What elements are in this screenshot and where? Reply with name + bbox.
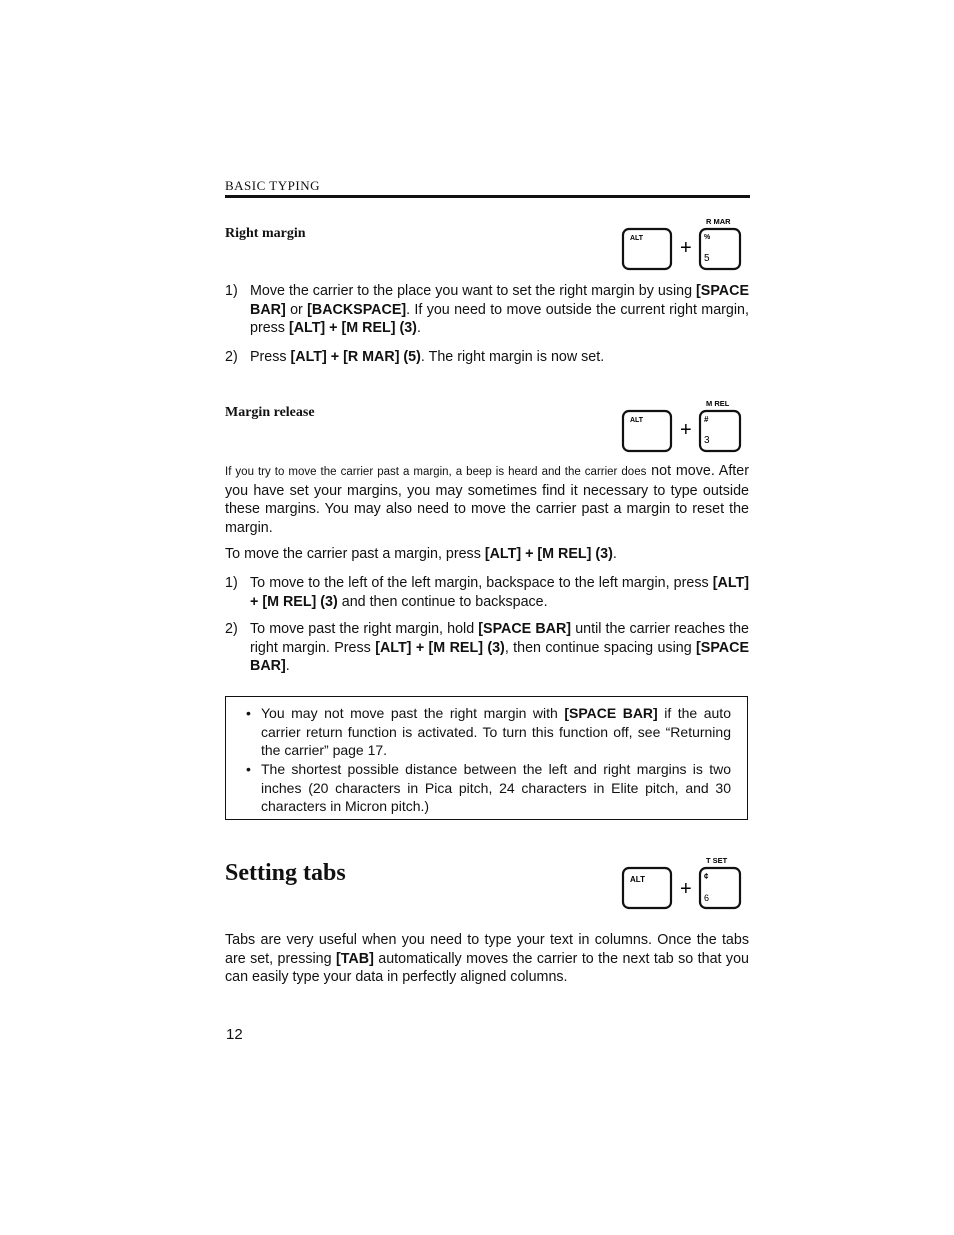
m-rel-key-bottom: 3 bbox=[704, 435, 710, 446]
right-margin-step-2 bbox=[225, 348, 749, 367]
key-ref: [TAB] bbox=[335, 950, 374, 967]
item-text: To move past the right margin, hold bbox=[250, 621, 479, 637]
alt-r-mar-key-diagram bbox=[620, 212, 750, 272]
step-number: 2) bbox=[225, 349, 238, 365]
key-ref: [BACKSPACE] bbox=[307, 301, 407, 318]
paragraph-text: . bbox=[612, 546, 617, 562]
alt-key-label: ALT bbox=[630, 235, 644, 242]
margin-release-paragraph-1 bbox=[225, 462, 749, 537]
t-set-key-top: ¢ bbox=[704, 872, 709, 881]
r-mar-key-caption: R MAR bbox=[706, 217, 731, 226]
paragraph-text: Tabs are very useful when you need to type your text in columns. Once the tabs are set, pressing bbox=[225, 932, 749, 967]
alt-m-rel-key-diagram bbox=[620, 396, 750, 456]
margin-release-item-2 bbox=[225, 620, 749, 676]
item-text: and then continue to backspace. bbox=[337, 593, 548, 610]
step-text: . The right margin is now set. bbox=[420, 349, 605, 365]
plus-sign: + bbox=[680, 237, 692, 259]
key-ref: [SPACE BAR] bbox=[250, 283, 749, 318]
key-ref: [ALT] + [M REL] (3) bbox=[288, 320, 417, 336]
step-text: Move the carrier to the place you want to set the right margin by using bbox=[250, 283, 697, 299]
paragraph-text: If you try to move the carrier past a margin, a beep is heard and the carrier does bbox=[225, 466, 647, 478]
note-text: if the auto carrier return function is activated. To turn this function off, see “Returning the carrier” page 17. bbox=[261, 705, 731, 758]
margin-release-paragraph-2 bbox=[225, 545, 749, 564]
bullet-mark: • bbox=[246, 761, 251, 777]
item-text: . bbox=[285, 658, 290, 674]
running-head: BASIC TYPING bbox=[225, 178, 320, 193]
t-set-key-caption: T SET bbox=[706, 856, 728, 865]
key-ref: [SPACE BAR] bbox=[478, 621, 572, 637]
alt-key-icon bbox=[623, 868, 671, 908]
r-mar-key-bottom: 5 bbox=[704, 253, 710, 264]
key-ref: [SPACE BAR] bbox=[250, 639, 749, 674]
setting-tabs-paragraph bbox=[225, 931, 749, 987]
setting-tabs-heading: Setting tabs bbox=[225, 860, 346, 886]
paragraph-text: automatically moves the carrier to the next tab so that you can easily type your data in perfectly aligned columns. bbox=[225, 950, 749, 985]
step-text: . bbox=[416, 320, 421, 336]
step-number: 1) bbox=[225, 283, 238, 299]
item-text: To move to the left of the left margin, backspace to the left margin, press bbox=[250, 575, 713, 591]
right-margin-heading: Right margin bbox=[225, 226, 306, 241]
margin-release-heading: Margin release bbox=[225, 405, 315, 420]
page-number: 12 bbox=[226, 1026, 243, 1043]
key-ref: [SPACE BAR] bbox=[564, 705, 658, 721]
item-text: until the carrier reaches the right margin. Press bbox=[250, 621, 749, 656]
key-ref: [ALT] + [M REL] (3) bbox=[484, 546, 613, 562]
alt-key-label: ALT bbox=[630, 875, 645, 884]
paragraph-text: not move. After you have set your margins, you may sometimes find it necessary to type outside these margins. You may also need to move the carrier past a margin to reset the margin. bbox=[225, 463, 749, 536]
note-box bbox=[225, 696, 748, 820]
note-text: You may not move past the right margin with bbox=[261, 705, 565, 721]
r-mar-key-top: % bbox=[704, 234, 711, 241]
plus-sign: + bbox=[680, 419, 692, 441]
note-text: The shortest possible distance between the left and right margins is two inches (20 characters in Pica pitch, 24 characters in Elite pitch, and 30 characters in Micron pitch.) bbox=[261, 761, 731, 814]
key-ref: [ALT] + [M REL] (3) bbox=[375, 639, 505, 656]
step-text: or bbox=[285, 301, 308, 318]
m-rel-key-top: # bbox=[704, 415, 709, 424]
step-text: . If you need to move outside the current right margin, press bbox=[250, 301, 749, 336]
plus-sign: + bbox=[680, 878, 692, 900]
key-ref: [ALT] + [R MAR] (5) bbox=[290, 349, 421, 365]
item-number: 1) bbox=[225, 575, 238, 591]
t-set-key-bottom: 6 bbox=[704, 893, 710, 903]
header-rule bbox=[225, 195, 750, 198]
step-text: Press bbox=[250, 349, 291, 365]
item-text: , then continue spacing using bbox=[504, 639, 697, 656]
alt-key-label: ALT bbox=[630, 417, 644, 424]
m-rel-key-caption: M REL bbox=[706, 399, 730, 408]
item-number: 2) bbox=[225, 621, 238, 637]
alt-t-set-key-diagram bbox=[620, 853, 750, 913]
bullet-mark: • bbox=[246, 705, 251, 721]
key-ref: [ALT] + [M REL] (3) bbox=[250, 575, 749, 610]
margin-release-item-1 bbox=[225, 574, 749, 611]
paragraph-text: To move the carrier past a margin, press bbox=[225, 546, 485, 562]
right-margin-step-1 bbox=[225, 282, 749, 338]
